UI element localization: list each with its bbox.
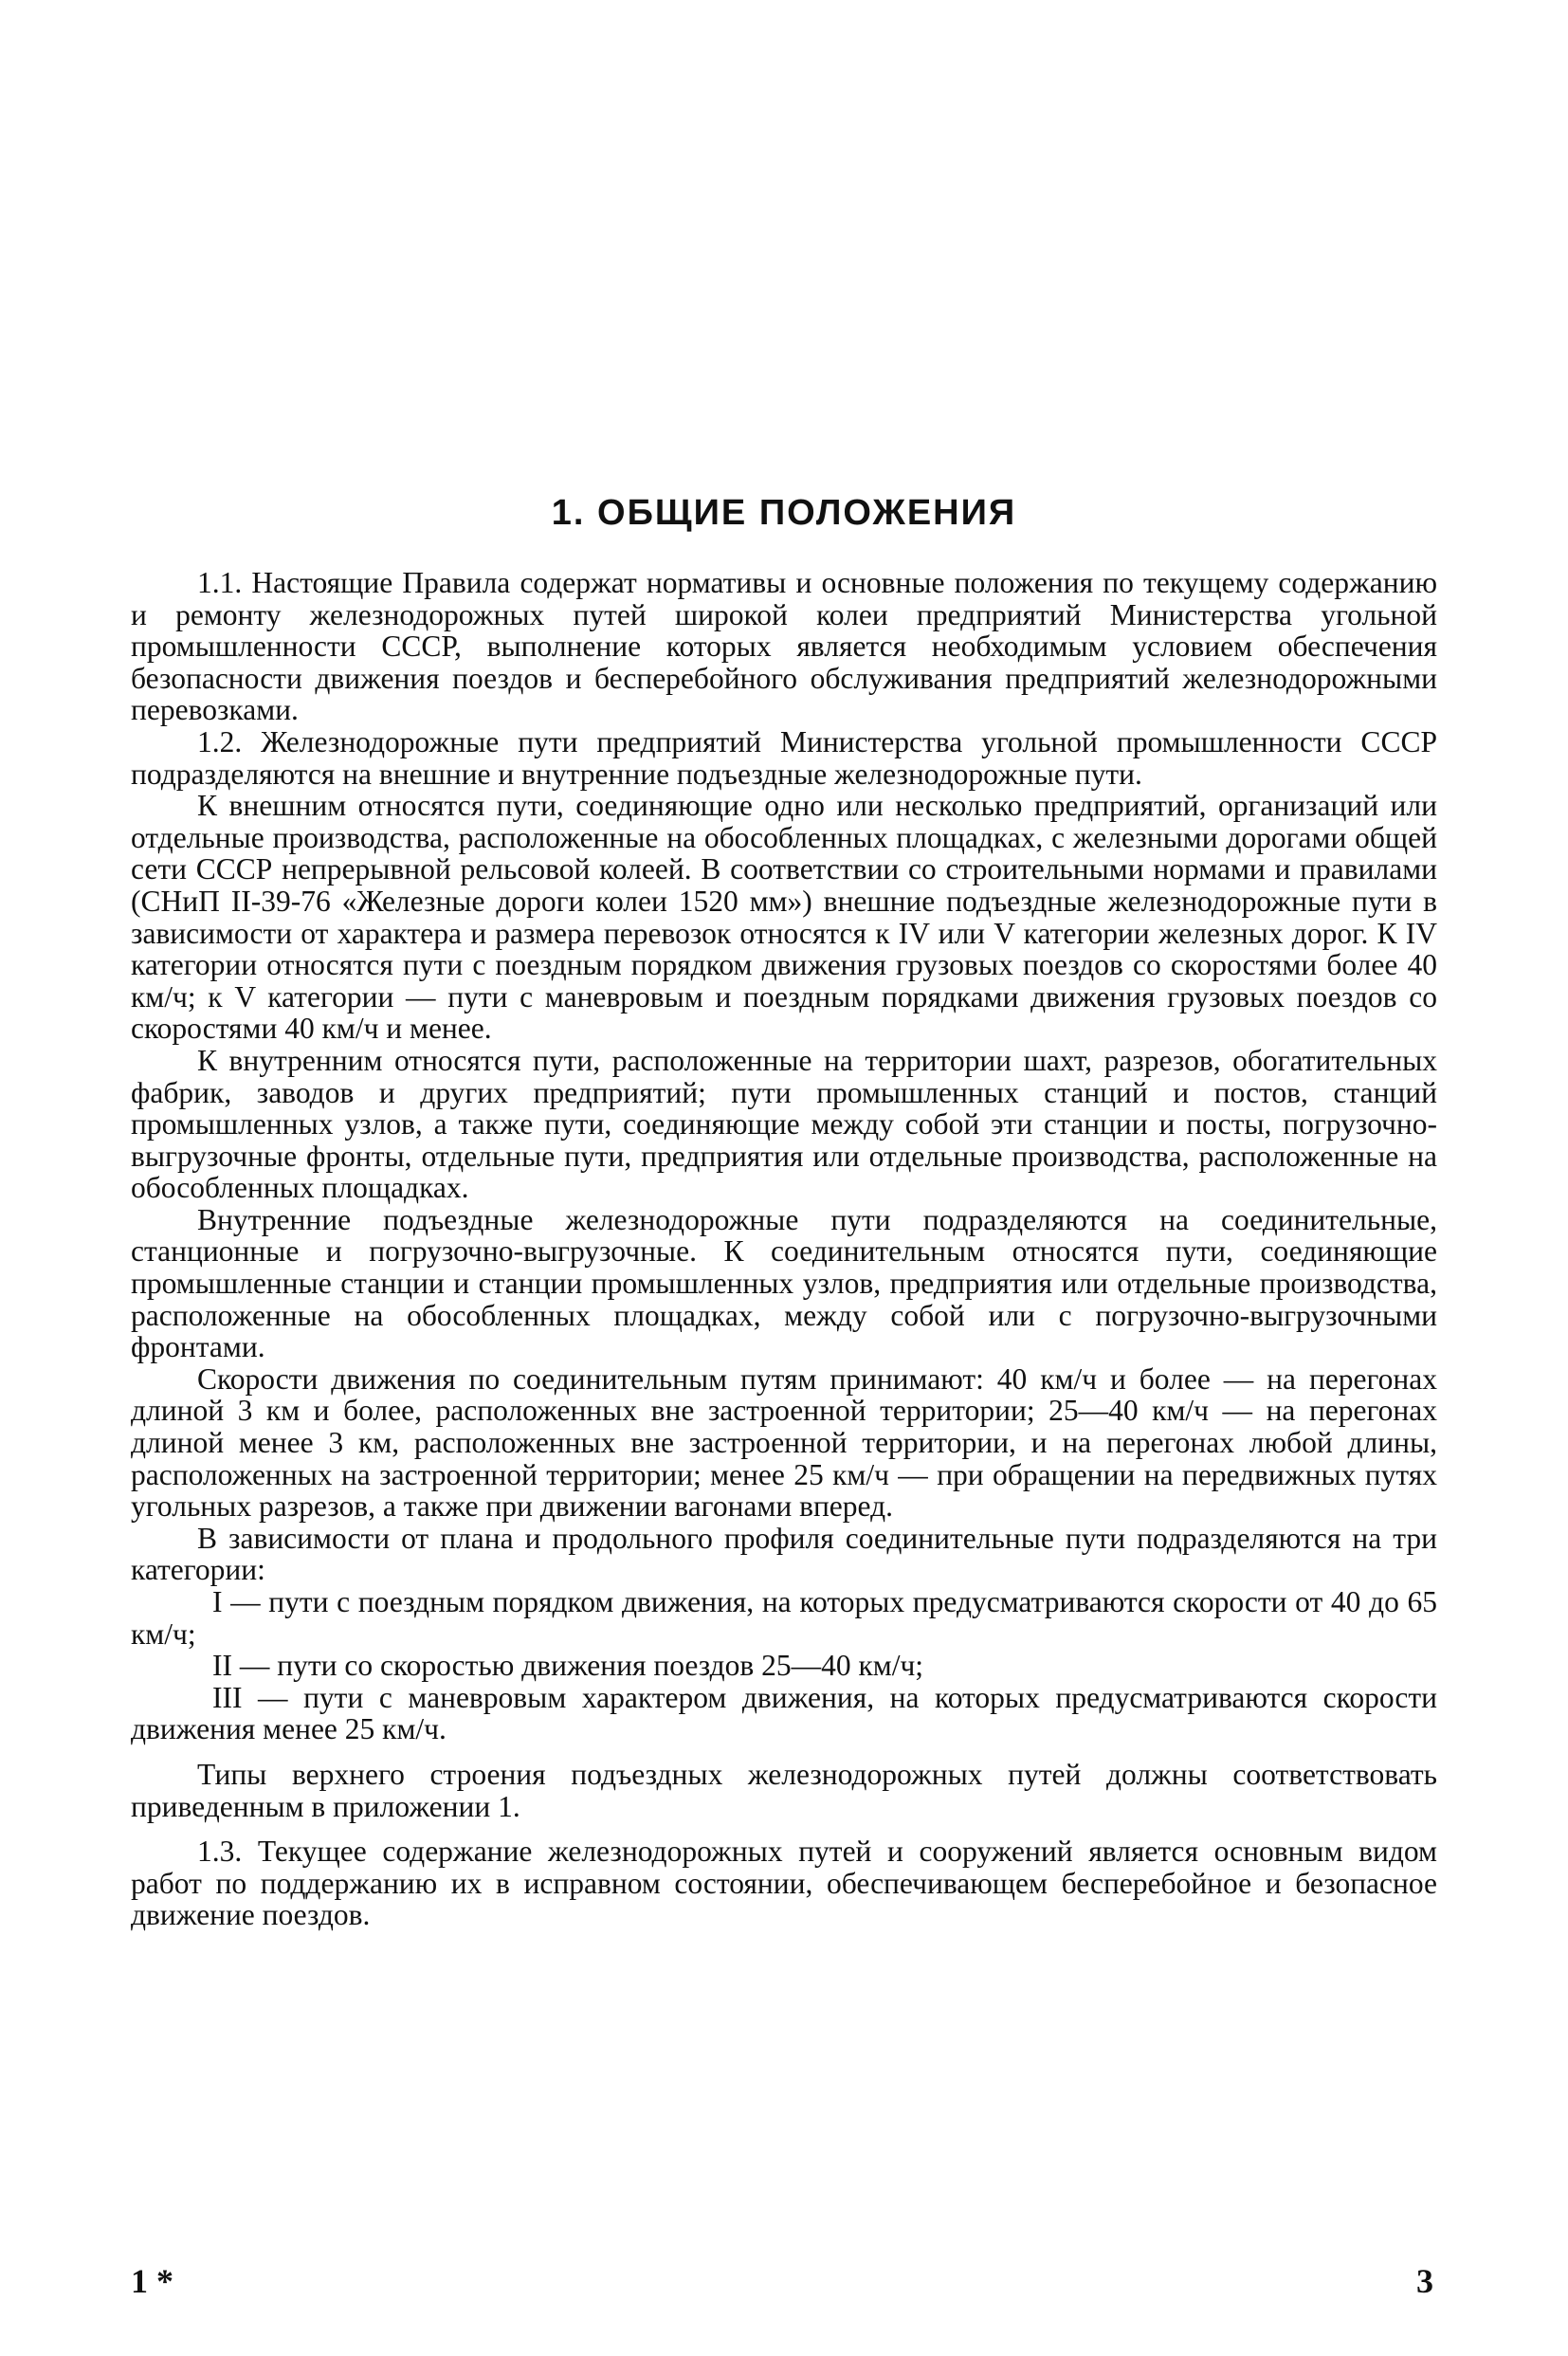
paragraph-1-1: 1.1. Настоящие Правила содержат нормативы и основные положения по текущему содержанию и ремонту железнодорожных путей широкой колеи предприятий Министерства угольной промышленности СССР, выполнение которых является необходимым условием обеспечения безопасности движения поездов и бесперебойного обслуживания предприятий железнодорожными перевозками.: [131, 566, 1437, 727]
paragraph-internal-subdivision: Внутренние подъездные железнодорожные пути подразделяются на соединительные, станционные и погрузочно-выгрузочные. К соединительным относятся пути, соединяющие промышленные станции и станции промышленных узлов, предприятия или отдельные производства, расположенные на обособленных площадках, между собой или с погрузочно-выгрузочными фронтами.: [131, 1202, 1437, 1364]
category-item-3: III — пути с маневровым характером движения, на которых предусматриваются скорости движения менее 25 км/ч.: [131, 1680, 1437, 1746]
category-item-2: II — пути со скоростью движения поездов 25—40 км/ч;: [212, 1649, 924, 1683]
paragraph-1-3: 1.3. Текущее содержание железнодорожных путей и сооружений является основным видом работ по поддержанию их в исправном состоянии, обеспечивающем бесперебойное и безопасное движение поездов.: [131, 1835, 1437, 1932]
category-item-1: I — пути с поездным порядком движения, на которых предусматриваются скорости от 40 до 65 км/ч;: [131, 1585, 1437, 1651]
section-heading: 1. ОБЩИЕ ПОЛОЖЕНИЯ: [551, 493, 1017, 533]
paragraph-track-types: Типы верхнего строения подъездных железнодорожных путей должны соответствовать приведенным в приложении 1.: [131, 1757, 1437, 1823]
page-number: 3: [1416, 2262, 1433, 2300]
body-text: [131, 567, 1437, 1931]
paragraph-internal-tracks: К внутренним относятся пути, расположенные на территории шахт, разрезов, обогатительных фабрик, заводов и других предприятий; пути промышленных станций и постов, станций промышленных узлов, а также пути, соединяющие между собой эти станции и посты, погрузочно-выгрузочные фронты, отдельные пути, предприятия или отдельные производства, расположенные на обособленных площадках.: [131, 1043, 1437, 1205]
paragraph-speeds: Скорости движения по соединительным путям принимают: 40 км/ч и более — на перегонах длиной 3 км и более, расположенных вне застроенной территории; 25—40 км/ч — на перегонах длиной менее 3 км, расположенных вне застроенной территории, и на перегонах любой длины, расположенных на застроенной территории; менее 25 км/ч — при обращении на передвижных путях угольных разрезов, а также при движении вагонами вперед.: [131, 1361, 1437, 1524]
paragraph-external-tracks: К внешним относятся пути, соединяющие одно или несколько предприятий, организаций или отдельные производства, расположенные на обособленных площадках, с железными дорогами общей сети СССР непрерывной рельсовой колеей. В соответствии со строительными нормами и правилами (СНиП II-39-76 «Железные дороги колеи 1520 мм») внешние подъездные железнодорожные пути в зависимости от характера и размера перевозок относятся к IV или V категории железных дорог. К IV категории относятся пути с поездным порядком движения грузовых поездов со скоростями более 40 км/ч; к V категории — пути с маневровым и поездным порядками движения грузовых поездов со скоростями 40 км/ч и менее.: [131, 789, 1437, 1046]
paragraph-1-2: 1.2. Железнодорожные пути предприятий Министерства угольной промышленности СССР подразделяются на внешние и внутренние подъездные железнодорожные пути.: [131, 724, 1437, 791]
paragraph-categories-intro: В зависимости от плана и продольного профиля соединительные пути подразделяются на три категории:: [131, 1521, 1437, 1587]
printer-signature-mark: 1 *: [131, 2262, 173, 2300]
document-page: [131, 0, 1437, 2356]
